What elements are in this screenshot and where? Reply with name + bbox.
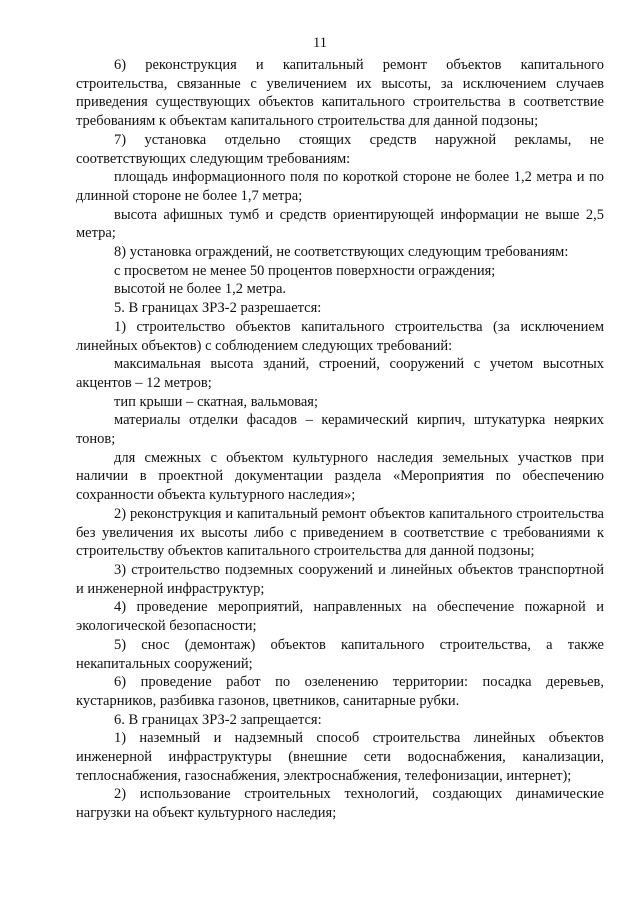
paragraph: 2) реконструкция и капитальный ремонт объектов капитального строительства без увеличения их высоты либо с приведением в соответствие с требованиями к строительству объектов капитального строительства для данной подзоны; [76, 505, 604, 560]
paragraph: 6) проведение работ по озеленению территории: посадка деревьев, кустарников, разбивка газонов, цветников, санитарные рубки. [76, 674, 604, 709]
paragraph: 2) использование строительных технологий, создающих динамические нагрузки на объект культурного наследия; [76, 786, 604, 822]
paragraph: материалы отделки фасадов – керамический кирпич, штукатурка неярких тонов; [76, 412, 604, 448]
page-number: 11 [313, 35, 327, 51]
paragraph: 6) реконструкция и капитальный ремонт объектов капитального строительства, связанные с увеличением их высоты, за исключением случаев приведения существующих объектов капитального строительства в соответствие требованиям к объектам капитального строительства для данной подзоны; [76, 57, 604, 130]
paragraph: площадь информационного поля по короткой стороне не более 1,2 метра и по длинной стороне не более 1,7 метра; [76, 169, 604, 204]
document-body [76, 56, 604, 823]
paragraph: 5) снос (демонтаж) объектов капитального строительства, а также некапитальных сооружений; [76, 636, 604, 672]
paragraph: с просветом не менее 50 процентов поверхности ограждения; [114, 262, 496, 279]
paragraph: высотой не более 1,2 метра. [114, 281, 287, 298]
paragraph: высота афишных тумб и средств ориентирующей информации не выше 2,5 метра; [76, 206, 604, 242]
paragraph: 7) установка отдельно стоящих средств наружной рекламы, не соответствующих следующим требованиям: [76, 131, 604, 167]
paragraph: 3) строительство подземных сооружений и линейных объектов транспортной и инженерной инфраструктур; [76, 561, 604, 597]
paragraph: 1) строительство объектов капитального строительства (за исключением линейных объектов) с соблюдением следующих требований: [76, 318, 604, 354]
paragraph: для смежных с объектом культурного наследия земельных участков при наличии в проектной документации раздела «Мероприятия по обеспечению сохранности объекта культурного наследия»; [76, 449, 604, 504]
paragraph: 6. В границах ЗРЗ-2 запрещается: [114, 711, 322, 728]
paragraph: максимальная высота зданий, строений, сооружений с учетом высотных акцентов – 12 метров; [76, 356, 604, 391]
paragraph: тип крыши – скатная, вальмовая; [114, 393, 318, 410]
paragraph: 1) наземный и надземный способ строительства линейных объектов инженерной инфраструктуры (внешние сети водоснабжения, канализации, теплоснабжения, газоснабжения, электроснабжения, телефонизации, интернет); [76, 730, 604, 784]
paragraph: 5. В границах ЗРЗ-2 разрешается: [114, 300, 322, 317]
paragraph: 8) установка ограждений, не соответствующих следующим требованиям: [114, 244, 569, 261]
paragraph: 4) проведение мероприятий, направленных на обеспечение пожарной и экологической безопасности; [76, 599, 604, 635]
